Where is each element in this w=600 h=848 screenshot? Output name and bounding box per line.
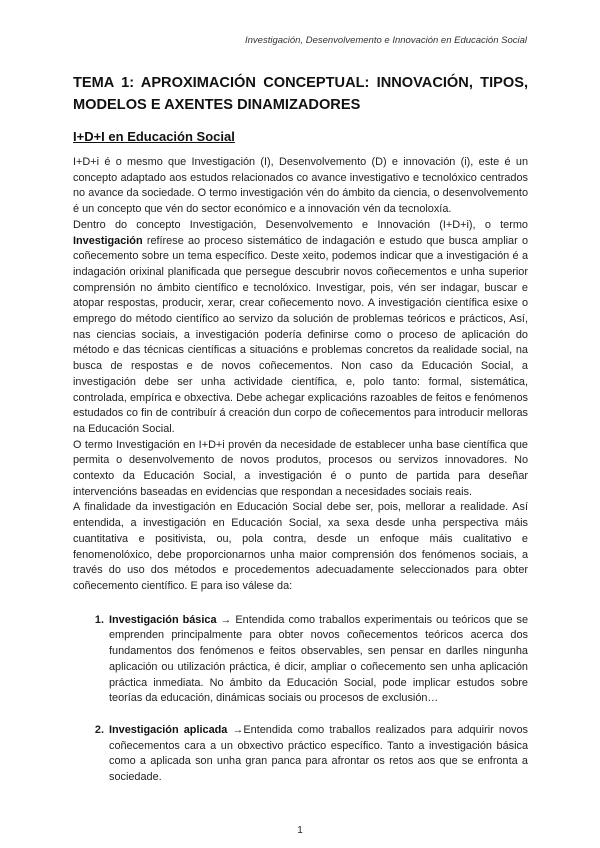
- paragraph: A finalidade da investigación en Educación Social debe ser, pois, mellorar a realidade. Así entendida, a investigación en Educación Social, xa sexa desde unha perspectiva máis cuantitativa e positivista, ou, pola contra, desde un enfoque máis cualitativo e fenomenolóxico, debe proporcionarnos unha maior comprensión dos fenómenos sociais, a través do uso dos métodos e procedementos adecuadamente seleccionados para obter coñecemento científico. E para iso válese da:: [73, 501, 528, 592]
- bold-term: Investigación: [73, 234, 143, 247]
- page-title: TEMA 1: APROXIMACIÓN CONCEPTUAL: INNOVACIÓN, TIPOS, MODELOS E AXENTES DINAMIZADORES: [73, 75, 528, 113]
- paragraph: I+D+i é o mesmo que Investigación (I), Desenvolvemento (D) e innovación (i), este é un concepto adaptado aos estudos relacionados co avance investigativo e tecnolóxico centrados no avance da sociedade. O termo investigación vén do ámbito da ciencia, o desenvolvemento é un concepto que vén do sector económico e a innovación vén da tecnoloxía.: [73, 156, 528, 216]
- document-body: [73, 155, 528, 802]
- list-term: Investigación aplicada: [109, 723, 228, 736]
- numbered-list: [73, 613, 528, 786]
- page-number: 1: [297, 825, 303, 836]
- list-item: [107, 723, 528, 786]
- text: refírese ao proceso sistemático de indagación e estudo que busca ampliar o coñecemento sobre un tema específico. Deste xeito, podemos indicar que a investigación é a indagación orixinal planificada que persegue descubrir novos coñecementos e unha superior comprensión no ámbito científico e tecnolóxico. Investigar, pois, vén ser indagar, buscar e atopar respostas, producir, xerar, crear coñecemento novo. A investigación científica esixe o emprego do método científico ao servizo da solución de problemas teóricos e prácticos, Así, nas ciencias sociais, a investigación podería definirse como o proceso de aplicación do método e das técnicas científicas a situacións e problemas concretos da realidade social, na busca de respostas e de novos coñecementos. Non caso da Educación Social, a investigación debe ser unha actividade científica, e, polo tanto: formal, sistemática, controlada, empírica e obxectiva. Debe achegar explicacións razoables de feitos e fenómenos estudados co fin de contribuír á creación dun corpo de coñecementos para introducir melloras na Educación Social.: [73, 234, 528, 435]
- section-heading: I+D+I en Educación Social: [73, 129, 235, 144]
- running-header: Investigación, Desenvolvemento e Innovación en Educación Social: [244, 35, 527, 46]
- list-text: →Entendida como traballos realizados para adquirir novos coñecementos cara a un obxectivo práctico específico. Tanto a investigación básica como a aplicada son unha gran panca para afrontar os retos aos que se enfronta a sociedade.: [109, 723, 528, 784]
- paragraph: O termo Investigación en I+D+i provén da necesidade de establecer unha base científica que permita o desenvolvemento de novos produtos, procesos ou servizos innovadores. No contexto da Educación Social, a investigación é o punto de partida para deseñar intervencións baseadas en evidencias que respondan a necesidades sociais reais.: [73, 438, 528, 498]
- list-text: → Entendida como traballos experimentais ou teóricos que se emprenden principalmente para obter novos coñecementos teóricos acerca dos fundamentos dos fenómenos e feitos observables, sen pensar en darlles ningunha aplicación ou utilización práctica, é dicir, ampliar o coñecemento sen unha aplicación práctica inmediata. No ámbito da Educación Social, pode implicar estudos sobre teorías da educación, dinámicas sociais ou procesos de exclusión…: [109, 613, 529, 705]
- list-term: Investigación básica: [109, 613, 217, 626]
- text: Dentro do concepto Investigación, Desenvolvemento e Innovación (I+D+i), o termo: [73, 218, 528, 231]
- list-item: [107, 613, 528, 707]
- paragraph: [73, 218, 528, 438]
